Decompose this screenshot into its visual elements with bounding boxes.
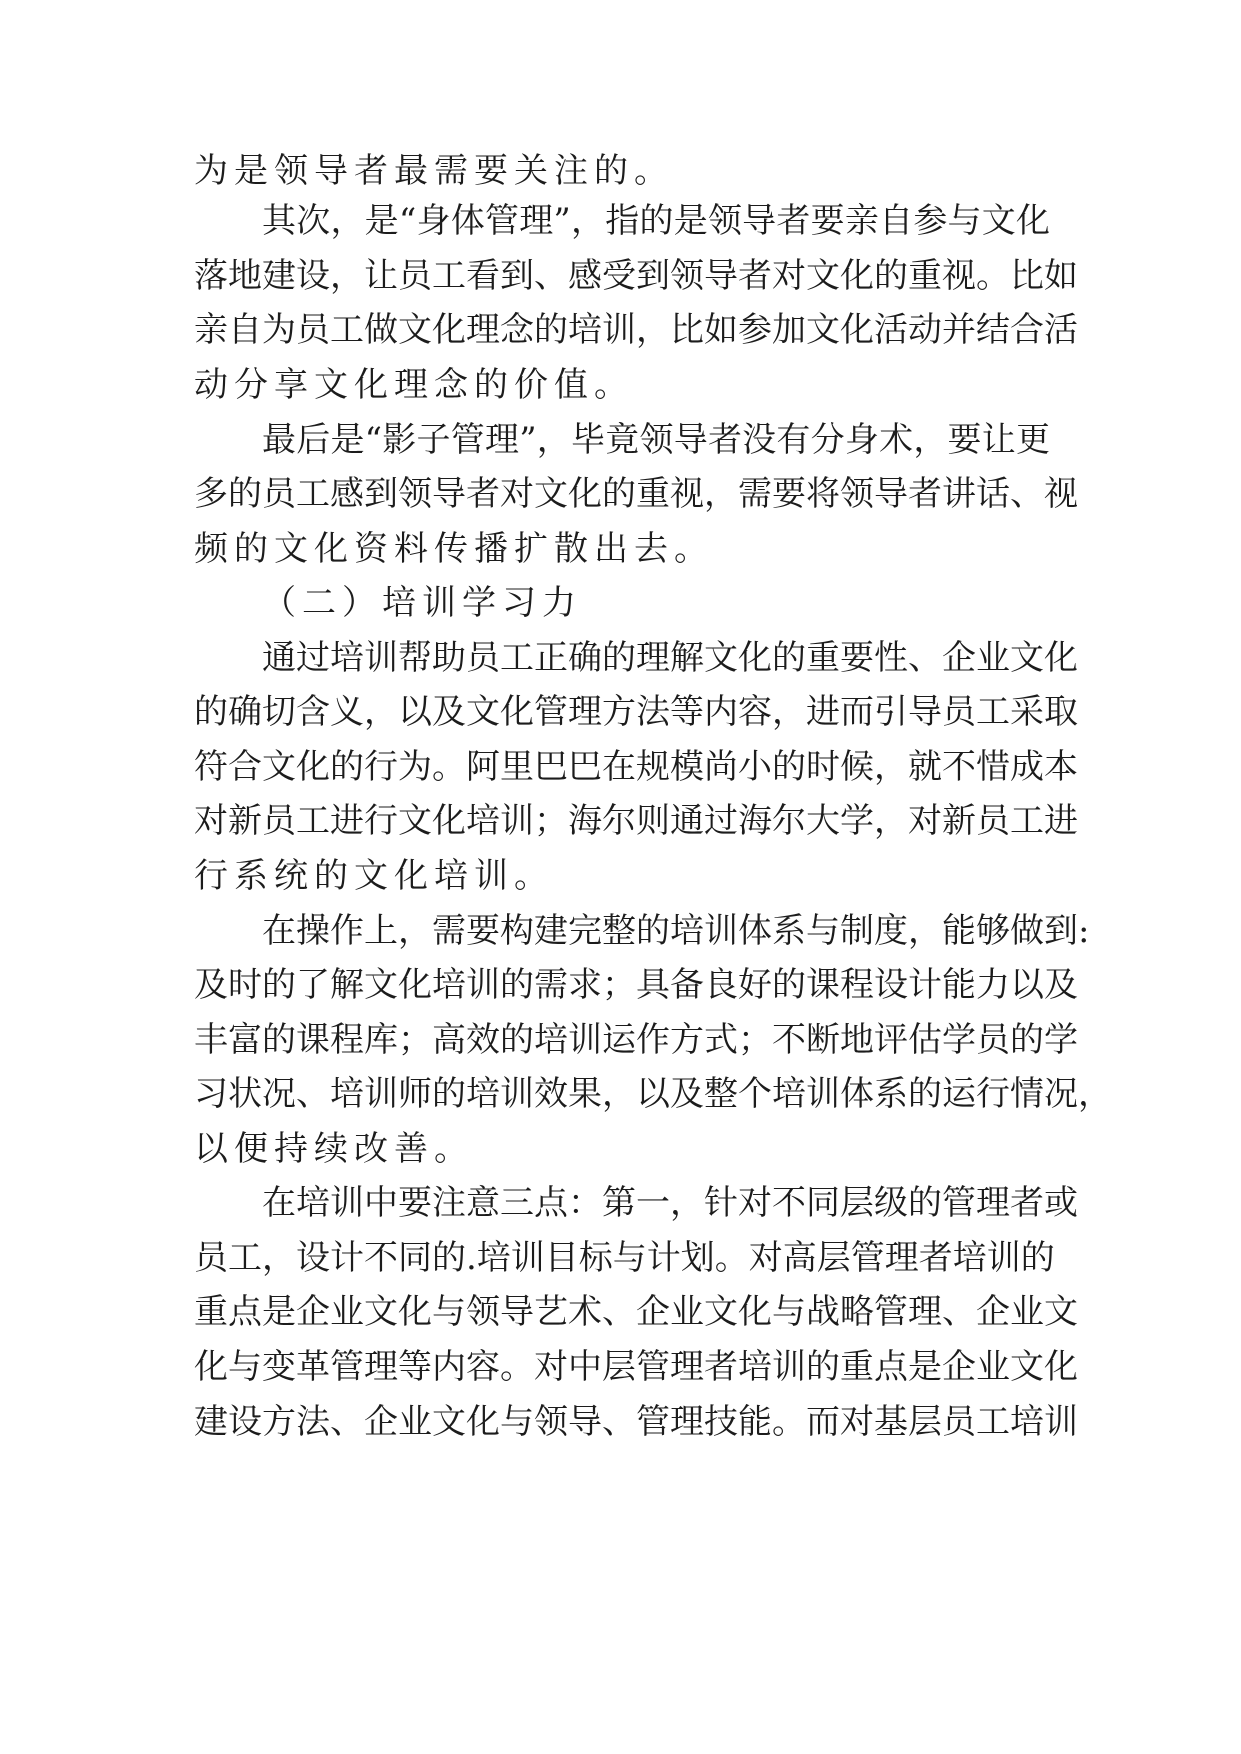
text-line: 员工，设计不同的.培训目标与计划。对高层管理者培训的 (194, 1238, 1055, 1278)
text-line: 的确切含义，以及文化管理方法等内容，进而引导员工采取 (194, 692, 1078, 732)
text-line: 最后是“影子管理”，毕竟领导者没有分身术，要让更 (262, 420, 1050, 460)
text-line: 建设方法、企业文化与领导、管理技能。而对基层员工培训 (194, 1402, 1078, 1442)
text-line: 以便持续改善。 (194, 1129, 474, 1169)
text-line: 在操作上，需要构建完整的培训体系与制度，能够做到: (262, 911, 1090, 951)
text-line: 多的员工感到领导者对文化的重视，需要将领导者讲话、视 (194, 474, 1078, 514)
text-line: 符合文化的行为。阿里巴巴在规模尚小的时候，就不惜成本 (194, 747, 1078, 787)
text-line: 频的文化资料传播扩散出去。 (194, 529, 714, 569)
text-line: 行系统的文化培训。 (194, 856, 554, 896)
section-heading: （二）培训学习力 (262, 583, 582, 623)
text-line: 在培训中要注意三点：第一，针对不同层级的管理者或 (262, 1183, 1078, 1223)
text-line: 重点是企业文化与领导艺术、企业文化与战略管理、企业文 (194, 1292, 1078, 1332)
text-line: 对新员工进行文化培训；海尔则通过海尔大学，对新员工进 (194, 801, 1078, 841)
text-line: 丰富的课程库；高效的培训运作方式；不断地评估学员的学 (194, 1020, 1078, 1060)
text-line: 及时的了解文化培训的需求；具备良好的课程设计能力以及 (194, 965, 1078, 1005)
text-line: 为是领导者最需要关注的。 (194, 151, 674, 191)
text-line: 通过培训帮助员工正确的理解文化的重要性、企业文化 (262, 638, 1078, 678)
text-line: 化与变革管理等内容。对中层管理者培训的重点是企业文化 (194, 1347, 1078, 1387)
text-line: 其次，是“身体管理”，指的是领导者要亲自参与文化 (262, 201, 1050, 241)
text-line: 落地建设，让员工看到、感受到领导者对文化的重视。比如 (194, 256, 1078, 296)
text-line: 亲自为员工做文化理念的培训，比如参加文化活动并结合活 (194, 310, 1078, 350)
text-line: 动分享文化理念的价值。 (194, 365, 634, 405)
text-line: 习状况、培训师的培训效果，以及整个培训体系的运行情况， (194, 1074, 1112, 1114)
